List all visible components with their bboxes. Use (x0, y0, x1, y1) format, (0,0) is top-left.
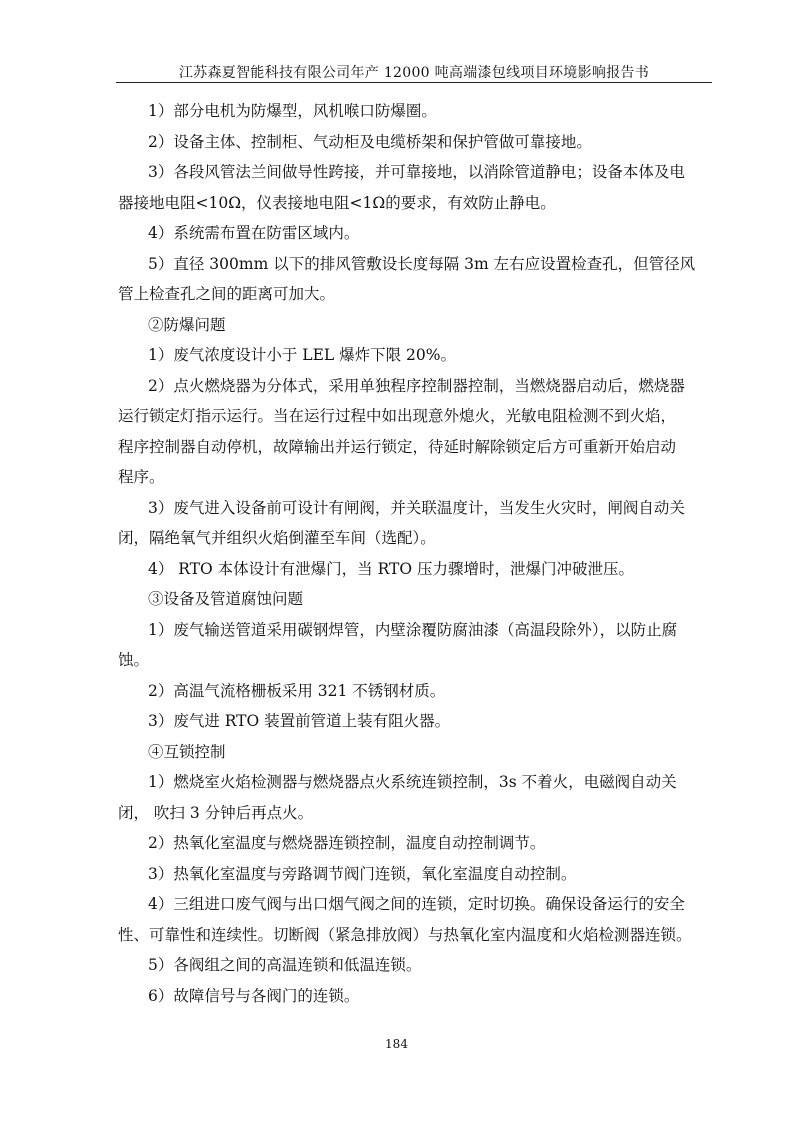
paragraph (118, 340, 708, 371)
paragraph (118, 889, 708, 950)
paragraph (118, 157, 708, 218)
paragraph-line: 运行锁定灯指示运行。当在运行过程中如出现意外熄火，光敏电阻检测不到火焰， (118, 407, 677, 425)
paragraph-line: 1）燃烧室火焰检测器与燃烧器点火系统连锁控制，3s 不着火，电磁阀自动关 (148, 773, 677, 791)
paragraph (118, 737, 708, 768)
paragraph (118, 615, 708, 676)
paragraph (118, 828, 708, 859)
paragraph (118, 127, 708, 158)
page-header-title: 江苏森夏智能科技有限公司年产 12000 吨高端漆包线项目环境影响报告书 (178, 65, 650, 81)
paragraph-line: 程序。 (118, 468, 165, 486)
paragraph (118, 859, 708, 890)
document-body (118, 96, 708, 1011)
paragraph-line: 4）系统需布置在防雷区域内。 (148, 224, 360, 242)
paragraph-line: ③设备及管道腐蚀问题 (148, 590, 304, 608)
paragraph-line: 6）故障信号与各阀门的连锁。 (148, 986, 360, 1005)
paragraph (118, 493, 708, 554)
paragraph-line: ②防爆问题 (148, 315, 226, 334)
paragraph-line: 3）废气进 RTO 装置前管道上装有阻火器。 (148, 712, 451, 730)
paragraph-line: 5）各阀组之间的高温连锁和低温连锁。 (148, 956, 422, 974)
paragraph (118, 249, 708, 310)
paragraph (118, 767, 708, 828)
header-divider (116, 82, 712, 83)
paragraph (118, 96, 708, 127)
paragraph (118, 310, 708, 341)
page-number: 184 (385, 1037, 408, 1051)
paragraph-line: 闭， 吹扫 3 分钟后再点火。 (118, 803, 314, 822)
paragraph (118, 950, 708, 981)
paragraph-line: 器接地电阻<10Ω，仪表接地电阻<1Ω的要求，有效防止静电。 (118, 193, 556, 212)
paragraph-line: 4）三组进口废气阀与出口烟气阀之间的连锁，定时切换。确保设备运行的安全 (148, 895, 685, 913)
paragraph (118, 371, 708, 493)
paragraph-line: ④互锁控制 (148, 742, 226, 761)
paragraph-line: 性、可靠性和连续性。切断阀（紧急排放阀）与热氧化室内温度和火焰检测器连锁。 (118, 925, 692, 944)
paragraph (118, 981, 708, 1012)
paragraph-line: 2）设备主体、控制柜、气动柜及电缆桥架和保护管做可靠接地。 (148, 132, 592, 151)
paragraph-line: 4） RTO 本体设计有泄爆门，当 RTO 压力骤增时，泄爆门冲破泄压。 (148, 559, 634, 578)
paragraph (118, 584, 708, 615)
paragraph-line: 程序控制器自动停机，故障输出并运行锁定，待延时解除锁定后方可重新开始启动 (118, 437, 677, 456)
paragraph-line: 闭，隔绝氧气并组织火焰倒灌至车间（选配）。 (118, 529, 436, 547)
paragraph (118, 554, 708, 585)
paragraph (118, 706, 708, 737)
paragraph-line: 3）各段风管法兰间做导性跨接，并可靠接地，以消除管道静电；设备本体及电 (148, 163, 685, 181)
paragraph-line: 1）废气输送管道采用碳钢焊管，内壁涂覆防腐油漆（高温段除外），以防止腐 (148, 620, 678, 639)
paragraph (118, 676, 708, 707)
paragraph-line: 3）热氧化室温度与旁路调节阀门连锁，氧化室温度自动控制。 (148, 864, 577, 883)
paragraph-line: 管上检查孔之间的距离可加大。 (118, 285, 336, 303)
paragraph-line: 5）直径 300mm 以下的排风管敷设长度每隔 3m 左右应设置检查孔，但管径风 (148, 254, 696, 273)
paragraph (118, 218, 708, 249)
paragraph-line: 2）热氧化室温度与燃烧器连锁控制，温度自动控制调节。 (148, 834, 546, 852)
paragraph-line: 3）废气进入设备前可设计有闸阀，并关联温度计，当发生火灾时，闸阀自动关 (148, 498, 685, 517)
paragraph-line: 2）高温气流格栅板采用 321 不锈钢材质。 (148, 681, 446, 700)
paragraph-line: 蚀。 (118, 651, 150, 669)
paragraph-line: 1）部分电机为防爆型，风机喉口防爆圈。 (148, 102, 437, 120)
paragraph-line: 1）废气浓度设计小于 LEL 爆炸下限 20%。 (148, 346, 456, 364)
paragraph-line: 2）点火燃烧器为分体式，采用单独程序控制器控制，当燃烧器启动后，燃烧器 (148, 376, 685, 395)
